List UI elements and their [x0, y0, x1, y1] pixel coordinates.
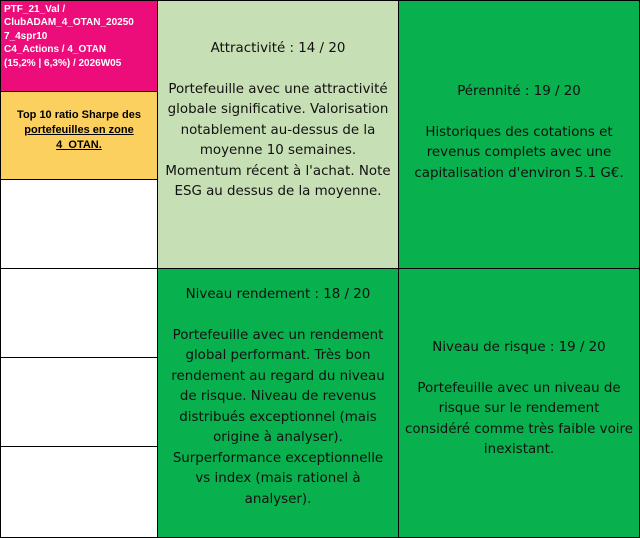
risque-text: Portefeuille avec un niveau de risque sur le rendement considéré comme très faible voire inexistant.	[405, 380, 633, 457]
perennite-text: Historiques des cotations et revenus complets avec une capitalisation d'environ 5.1 G€.	[414, 124, 624, 181]
ranking-badge	[0, 91, 158, 180]
ranking-line1: Top 10 ratio Sharpe des	[17, 109, 141, 121]
perennite-panel	[398, 0, 640, 269]
portfolio-header: PTF_21_Val / ClubADAM_4_OTAN_20250 7_4spr10 C4_Actions / 4_OTAN (15,2% | 6,3%) / 2026W05	[0, 0, 158, 92]
attractivite-title: Attractivité : 14 / 20	[210, 41, 346, 56]
perennite-title: Pérennité : 19 / 20	[457, 84, 581, 99]
empty-cell-1	[0, 179, 158, 269]
empty-cell-4	[0, 446, 158, 538]
rendement-text: Portefeuille avec un rendement global performant. Très bon rendement au regard du niveau de risque. Niveau de revenus distribués exceptionnel (mais origine à analyser). Surperformance exceptionnelle vs index (mais rationel à analyser).	[171, 327, 385, 507]
empty-cell-3	[0, 357, 158, 447]
risque-title: Niveau de risque : 19 / 20	[432, 340, 606, 355]
empty-cell-2	[0, 268, 158, 358]
rendement-title: Niveau rendement : 18 / 20	[185, 287, 371, 302]
attractivite-text: Portefeuille avec une attractivité globale significative. Valorisation notablement au-dessus de la moyenne 10 semaines. Momentum récent à l'achat. Note ESG au dessus de la moyenne.	[165, 81, 391, 199]
risque-panel	[398, 268, 640, 538]
ranking-line2: portefeuilles en zone 4_OTAN.	[24, 124, 134, 151]
rendement-panel	[157, 268, 399, 538]
attractivite-panel	[157, 0, 399, 269]
